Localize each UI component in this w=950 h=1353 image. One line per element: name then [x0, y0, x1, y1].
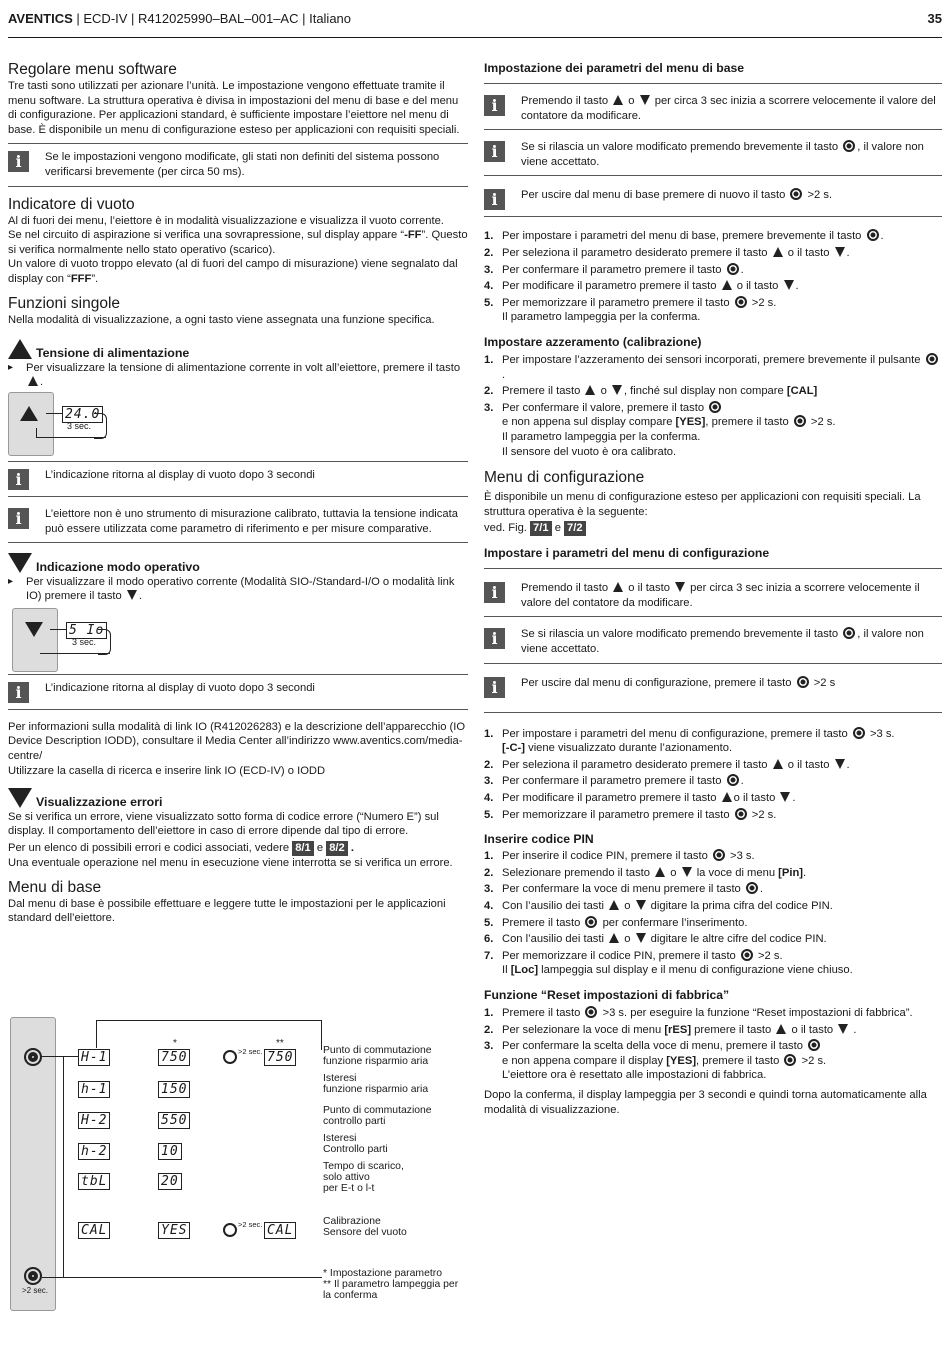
paragraph: Un valore di vuoto troppo elevato (al di fuori del campo di misurazione) viene segnalato dal display con “FFF”.	[8, 258, 458, 285]
param-code: H-2	[78, 1112, 110, 1129]
param-code: H-1	[78, 1049, 110, 1066]
param-value: 550	[158, 1112, 190, 1129]
list-item: 1. Per inserire il codice PIN, premere il tasto >3 s.	[484, 850, 755, 863]
list-item: 1. Per impostare i parametri del menu di base, premere brevemente il tasto .	[484, 230, 884, 243]
up-key-icon	[20, 406, 38, 421]
list-item: 2. Premere il tasto o , finché sul display non compare [CAL]	[484, 385, 818, 398]
page-number: 35	[927, 11, 942, 26]
info-note	[8, 497, 468, 543]
note-text: L’indicazione ritorna al display di vuoto dopo 3 secondi	[45, 468, 315, 481]
section-title: Impostazione dei parametri del menu di base	[484, 61, 745, 75]
info-icon: i	[8, 682, 29, 703]
info-icon: i	[484, 628, 505, 649]
subsection-title: Indicazione modo operativo	[8, 553, 468, 575]
info-note: i Per uscire dal menu di base premere di nuovo il tasto >2 s.	[484, 176, 942, 217]
info-note: i Premendo il tasto o per circa 3 sec inizia a scorrere velocemente il valore del contatore da modificare.	[484, 83, 942, 130]
up-key-icon	[28, 376, 38, 386]
info-note	[8, 674, 468, 710]
legend: * Impostazione parametro	[323, 1268, 442, 1279]
star: *	[173, 1038, 177, 1049]
list-item: 7. Per memorizzare il codice PIN, premere il tasto >2 s. Il [Loc] lampeggia sul display e il menu di configurazione viene chiuso.	[484, 949, 853, 977]
info-icon: i	[8, 469, 29, 490]
param-value: 150	[158, 1081, 190, 1098]
paragraph: Al di fuori dei menu, l’eiettore è in modalità visualizzazione e visualizza il vuoto corrente.	[8, 214, 444, 227]
figure-ref[interactable]: 7/2	[564, 521, 586, 536]
section-title: Impostare i parametri del menu di configurazione	[484, 546, 770, 561]
ok-key-icon	[223, 1050, 237, 1064]
info-note	[8, 143, 468, 186]
param-code: tbL	[78, 1173, 110, 1190]
paragraph: Se nel circuito di aspirazione si verifica una sovrapressione, sul display appare “-FF”. Questo si verifica normalmente nello stato operativo (scarico).	[8, 229, 468, 256]
list-item: 6. Con l’ausilio dei tasti o digitare le altre cifre del codice PIN.	[484, 933, 827, 946]
section-title: Inserire codice PIN	[484, 832, 594, 847]
list-item: 5. Per memorizzare il parametro premere il tasto >2 s. Il parametro lampeggia per la conferma.	[484, 296, 777, 324]
section-title: Regolare menu software	[8, 61, 177, 78]
list-item: 3. Per confermare il valore, premere il tasto e non appena sul display compare [YES], premere il tasto >2 s. Il parametro lampeggia per la conferma. Il sensore del vuoto è ora calibrato.	[484, 401, 836, 458]
info-icon: i	[484, 189, 505, 210]
down-arrow-icon	[8, 553, 32, 573]
info-note	[8, 461, 468, 497]
info-note: i Per uscire dal menu di configurazione, premere il tasto >2 s	[484, 664, 942, 713]
time-label: 3 sec.	[72, 636, 97, 647]
time-label: >2 sec.	[22, 1286, 49, 1295]
note-text: L’eiettore non è uno strumento di misurazione calibrato, tuttavia la tensione indicata può essere utilizzata come parametro di riferimento e per misure comparative.	[45, 507, 458, 535]
info-note: i Se si rilascia un valore modificato premendo brevemente il tasto , il valore non viene accettato.	[484, 130, 942, 176]
list-item: 5. Premere il tasto per confermare l’inserimento.	[484, 916, 748, 929]
steps-list	[484, 727, 942, 823]
section-title: Funzioni singole	[8, 294, 121, 312]
paragraph: Una eventuale operazione nel menu in esecuzione viene interrotta se si verifica un errore.	[8, 857, 453, 870]
lcd-display: 24.0	[62, 406, 103, 423]
paragraph: Utilizzare la casella di ricerca e inserire link IO (ECD-IV) o IODD	[8, 764, 326, 777]
paragraph: Per un elenco di possibili errori e codici associati, vedere 8/1 e 8/2 .	[8, 842, 354, 855]
param-code: CAL	[78, 1222, 110, 1239]
right-column	[484, 61, 942, 1117]
list-item: 5. Per memorizzare il parametro premere il tasto >2 s.	[484, 808, 777, 821]
section-title: Funzione “Reset impostazioni di fabbrica”	[484, 987, 730, 1002]
up-arrow-icon	[8, 339, 32, 359]
list-item: 2. Selezionare premendo il tasto o la voce di menu [Pin].	[484, 866, 807, 879]
note-text: L’indicazione ritorna al display di vuoto dopo 3 secondi	[45, 681, 315, 694]
header-rule	[8, 37, 942, 38]
figure-ref[interactable]: 8/2	[326, 841, 348, 856]
info-icon: i	[484, 95, 505, 116]
down-key-icon	[25, 622, 43, 637]
info-note: i Se si rilascia un valore modificato premendo brevemente il tasto , il valore non viene accettato.	[484, 617, 942, 663]
param-value: 20	[158, 1173, 182, 1190]
info-icon: i	[484, 677, 505, 698]
time-label: 3 sec.	[67, 420, 92, 431]
key-panel	[8, 392, 54, 456]
down-arrow-icon	[8, 788, 32, 808]
ok-key-icon	[223, 1223, 237, 1237]
list-item: 3. Per confermare la scelta della voce di menu, premere il tasto e non appena compare il display [YES], premere il tasto >2 s. L’eiettore ora è resettato alle impostazioni di fabbrica.	[484, 1040, 827, 1082]
info-icon: i	[8, 508, 29, 529]
param-value: YES	[158, 1222, 190, 1239]
brand: AVENTICS	[8, 11, 73, 26]
bullet: ▸ Per visualizzare il modo operativo corrente (Modalità SIO-/Standard-I/O o modalità link IO) premere il tasto .	[8, 575, 468, 604]
list-item: 2. Per seleziona il parametro desiderato premere il tasto o il tasto .	[484, 246, 850, 259]
steps-list	[484, 353, 942, 459]
legend: ** Il parametro lampeggia per	[323, 1279, 459, 1290]
paragraph: Dal menu di base è possibile effettuare e leggere tutte le impostazioni per le applicazioni standard dell’eiettore.	[8, 897, 446, 925]
star: **	[276, 1038, 284, 1049]
info-icon: i	[484, 141, 505, 162]
legend: la conferma	[323, 1290, 378, 1301]
lcd-display: 5 Io	[66, 622, 107, 639]
param-value: 10	[158, 1143, 182, 1160]
list-item: 3. Per confermare il parametro premere il tasto .	[484, 775, 744, 788]
param-code: h-1	[78, 1081, 110, 1098]
header-title	[8, 12, 351, 27]
steps-list	[484, 849, 942, 978]
paragraph: Per informazioni sulla modalità di link IO (R412026283) e la descrizione dell’apparecchio (IO Device Description IODD), consultare il Media Center all’indirizzo www.aventics.com/media-centre/	[8, 720, 466, 763]
down-key-icon	[127, 590, 137, 600]
bullet: ▸ Per visualizzare la tensione di alimentazione corrente in volt all’eiettore, premere il tasto .	[8, 361, 468, 390]
base-menu-diagram: >2 sec. H-1 750 * >2 sec. 750 ** Punto di commutazione funzione risparmio aria h-1 150 Isteresi funzione risparmio aria H-2 550 Punto di commutazione controllo parti h-2 10 Isteresi Controllo parti tbL 20 Tempo di scarico, solo attivo per E-t o l-t CAL YES >2 sec. CAL Calibrazione Sensore del vuoto * Impostazione parametro ** Il parametro lampeggia per la conferma	[8, 1015, 468, 1315]
info-icon: i	[484, 582, 505, 603]
list-item: 4. Per modificare il parametro premere il tasto o il tasto .	[484, 792, 796, 805]
note-text: Se le impostazioni vengono modificate, gli stati non definiti del sistema possono verificarsi brevemente (per circa 50 ms).	[45, 151, 440, 178]
list-item: 2. Per seleziona il parametro desiderato premere il tasto o il tasto .	[484, 758, 850, 771]
paragraph: Nella modalità di visualizzazione, a ogni tasto viene assegnata una funzione specifica.	[8, 313, 435, 326]
section-title: Impostare azzeramento (calibrazione)	[484, 334, 702, 349]
param-value: 750	[158, 1049, 190, 1066]
subsection-title: Visualizzazione errori	[8, 788, 468, 810]
figure-ref[interactable]: 7/1	[530, 521, 552, 536]
list-item: 1. Per impostare l’azzeramento dei sensori incorporati, premere brevemente il pulsante .	[484, 353, 942, 382]
list-item: 1. Per impostare i parametri del menu di configurazione, premere il tasto >3 s. [-C-] viene visualizzato durante l’azionamento.	[484, 727, 895, 755]
info-icon: i	[8, 151, 29, 172]
doc-ref: | ECD-IV | R412025990–BAL–001–AC | Italiano	[72, 11, 352, 26]
steps-list	[484, 1006, 942, 1083]
section-title: Indicatore di vuoto	[8, 195, 135, 213]
param-value: 750	[264, 1049, 296, 1066]
paragraph: Dopo la conferma, il display lampeggia per 3 secondi e quindi torna automaticamente alla modalità di visualizzazione.	[484, 1088, 927, 1116]
paragraph: ved. Fig. 7/1 e 7/2	[484, 521, 942, 536]
mode-figure	[8, 604, 468, 674]
figure-ref[interactable]: 8/1	[292, 841, 314, 856]
section-title: Menu di configurazione	[484, 469, 645, 487]
key-panel	[12, 608, 58, 672]
section-title: Menu di base	[8, 878, 102, 896]
subsection-title: Tensione di alimentazione	[8, 339, 468, 361]
list-item: 3. Per confermare il parametro premere il tasto .	[484, 263, 744, 276]
list-item: 4. Per modificare il parametro premere il tasto o il tasto .	[484, 280, 799, 293]
voltage-figure	[8, 390, 468, 460]
param-code: h-2	[78, 1143, 110, 1160]
ok-key-icon	[24, 1048, 42, 1066]
list-item: 1. Premere il tasto >3 s. per eseguire la funzione “Reset impostazioni di fabbrica”.	[484, 1006, 913, 1019]
ok-key-icon	[24, 1267, 42, 1285]
list-item: 3. Per confermare la voce di menu premere il tasto .	[484, 883, 763, 896]
param-value: CAL	[264, 1222, 296, 1239]
paragraph: È disponibile un menu di configurazione esteso per applicazioni con requisiti speciali. La struttura operativa è la seguente:	[484, 491, 921, 518]
list-item: 4. Con l’ausilio dei tasti o digitare la prima cifra del codice PIN.	[484, 900, 833, 912]
left-column	[8, 61, 468, 926]
paragraph: Tre tasti sono utilizzati per azionare l’unità. Le impostazione vengono effettuate tramite il menu software. La struttura operativa è divisa in impostazioni del menu di base e del menu di configurazione. Per applicazioni standard, è sufficiente impostare l’eiettore nel menu di base. È disponibile un menu di configurazione esteso per applicazioni con requisiti speciali.	[8, 80, 460, 136]
info-note: i Premendo il tasto o il tasto per circa 3 sec inizia a scorrere velocemente il valore del contatore da modificare.	[484, 568, 942, 617]
paragraph: Se si verifica un errore, viene visualizzato sotto forma di codice errore (“Numero E”) sul display. Il comportamento dell’eiettore in caso di errore dipende dal tipo di errore.	[8, 810, 439, 838]
list-item: 2. Per selezionare la voce di menu [rES] premere il tasto o il tasto .	[484, 1023, 857, 1036]
steps-list	[484, 229, 942, 325]
